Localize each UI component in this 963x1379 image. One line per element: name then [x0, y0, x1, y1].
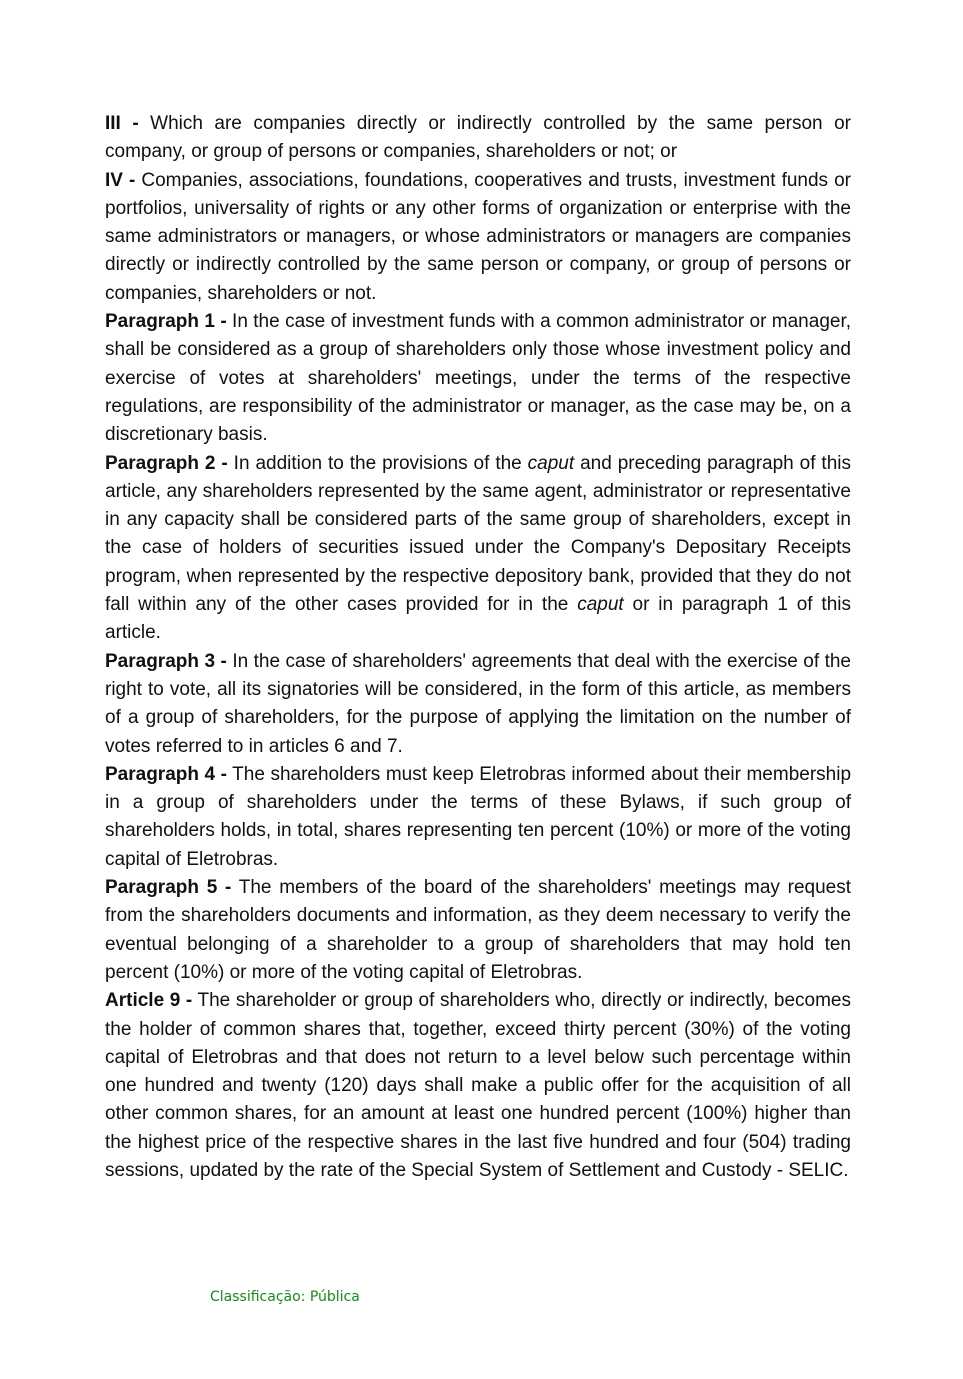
clause-text: In the case of shareholders' agreements that deal with the exercise of the right to vote, all its signatories will be considered, in the form of this article, as members of a group of shareholders, for the purpose of applying the limitation on the number of votes referred to in articles 6 and 7. — [105, 650, 851, 757]
document-body — [105, 110, 851, 1185]
clause-text: The shareholders must keep Eletrobras informed about their membership in a group of shareholders under the terms of these Bylaws, if such group of shareholders holds, in total, shares representing ten percent (10%) or more of the voting capital of Eletrobras. — [105, 763, 852, 870]
clause-text: In addition to the provisions of the — [227, 452, 528, 474]
italic-term: caput — [577, 594, 624, 616]
clause-label: Paragraph 4 - — [105, 763, 227, 785]
clause-label: III - — [105, 113, 139, 134]
clause-label: Article 9 - — [105, 990, 193, 1012]
article-9 — [105, 987, 851, 1185]
clause-label: IV - — [105, 169, 136, 191]
classification-label: Classificação: Pública — [210, 1289, 360, 1305]
paragraph-5 — [105, 874, 851, 987]
clause-iii — [105, 110, 851, 167]
clause-label: Paragraph 1 - — [105, 311, 227, 333]
paragraph-3 — [105, 648, 851, 761]
clause-label: Paragraph 3 - — [105, 650, 227, 672]
clause-text: In the case of investment funds with a common administrator or manager, shall be considered as a group of shareholders only those whose investment policy and exercise of votes at shareholders' meetings, under the terms of the respective regulations, are responsibility of the administrator or manager, as the case may be, on a discretionary basis. — [105, 311, 852, 446]
clause-iv — [105, 167, 851, 308]
paragraph-1 — [105, 308, 851, 449]
clause-text: Companies, associations, foundations, cooperatives and trusts, investment funds or portfolios, universality of rights or any other forms of organization or enterprise with the same administrators or managers, or whose administrators or managers are companies directly or indirectly controlled by the same person or company, or group of persons or companies, shareholders or not. — [105, 169, 851, 304]
clause-text: The shareholder or group of shareholders who, directly or indirectly, becomes the holder of common shares that, together, exceed thirty percent (30%) of the voting capital of Eletrobras and that does not return to a level below such percentage within one hundred and twenty (120) days shall make a public offer for the acquisition of all other common shares, for an amount at least one hundred percent (100%) higher than the highest price of the respective shares in the last five hundred and four (504) trading sessions, updated by the rate of the Special System of Settlement and Custody - SELIC. — [105, 990, 851, 1181]
italic-term: caput — [527, 452, 575, 474]
paragraph-4 — [105, 761, 851, 874]
clause-text: and preceding paragraph of this article, any shareholders represented by the same agent, administrator or representative in any capacity shall be considered parts of the same group of shareholders, except in the case of holders of securities issued under the Company's Depositary Receipts program, when represented by the respective depository bank, provided that they do not fall within any of the other cases provided for in the — [105, 452, 852, 616]
paragraph-2 — [105, 450, 851, 648]
clause-label: Paragraph 5 - — [105, 877, 232, 899]
clause-text: Which are companies directly or indirectly controlled by the same person or company, or group of persons or companies, shareholders or not; or — [105, 113, 851, 163]
clause-label: Paragraph 2 - — [105, 452, 228, 474]
clause-text: The members of the board of the shareholders' meetings may request from the shareholders documents and information, as they deem necessary to verify the eventual belonging of a shareholder to a group of shareholders that may hold ten percent (10%) or more of the voting capital of Eletrobras. — [105, 877, 852, 983]
clause-text: or in paragraph 1 of this article. — [105, 594, 851, 644]
